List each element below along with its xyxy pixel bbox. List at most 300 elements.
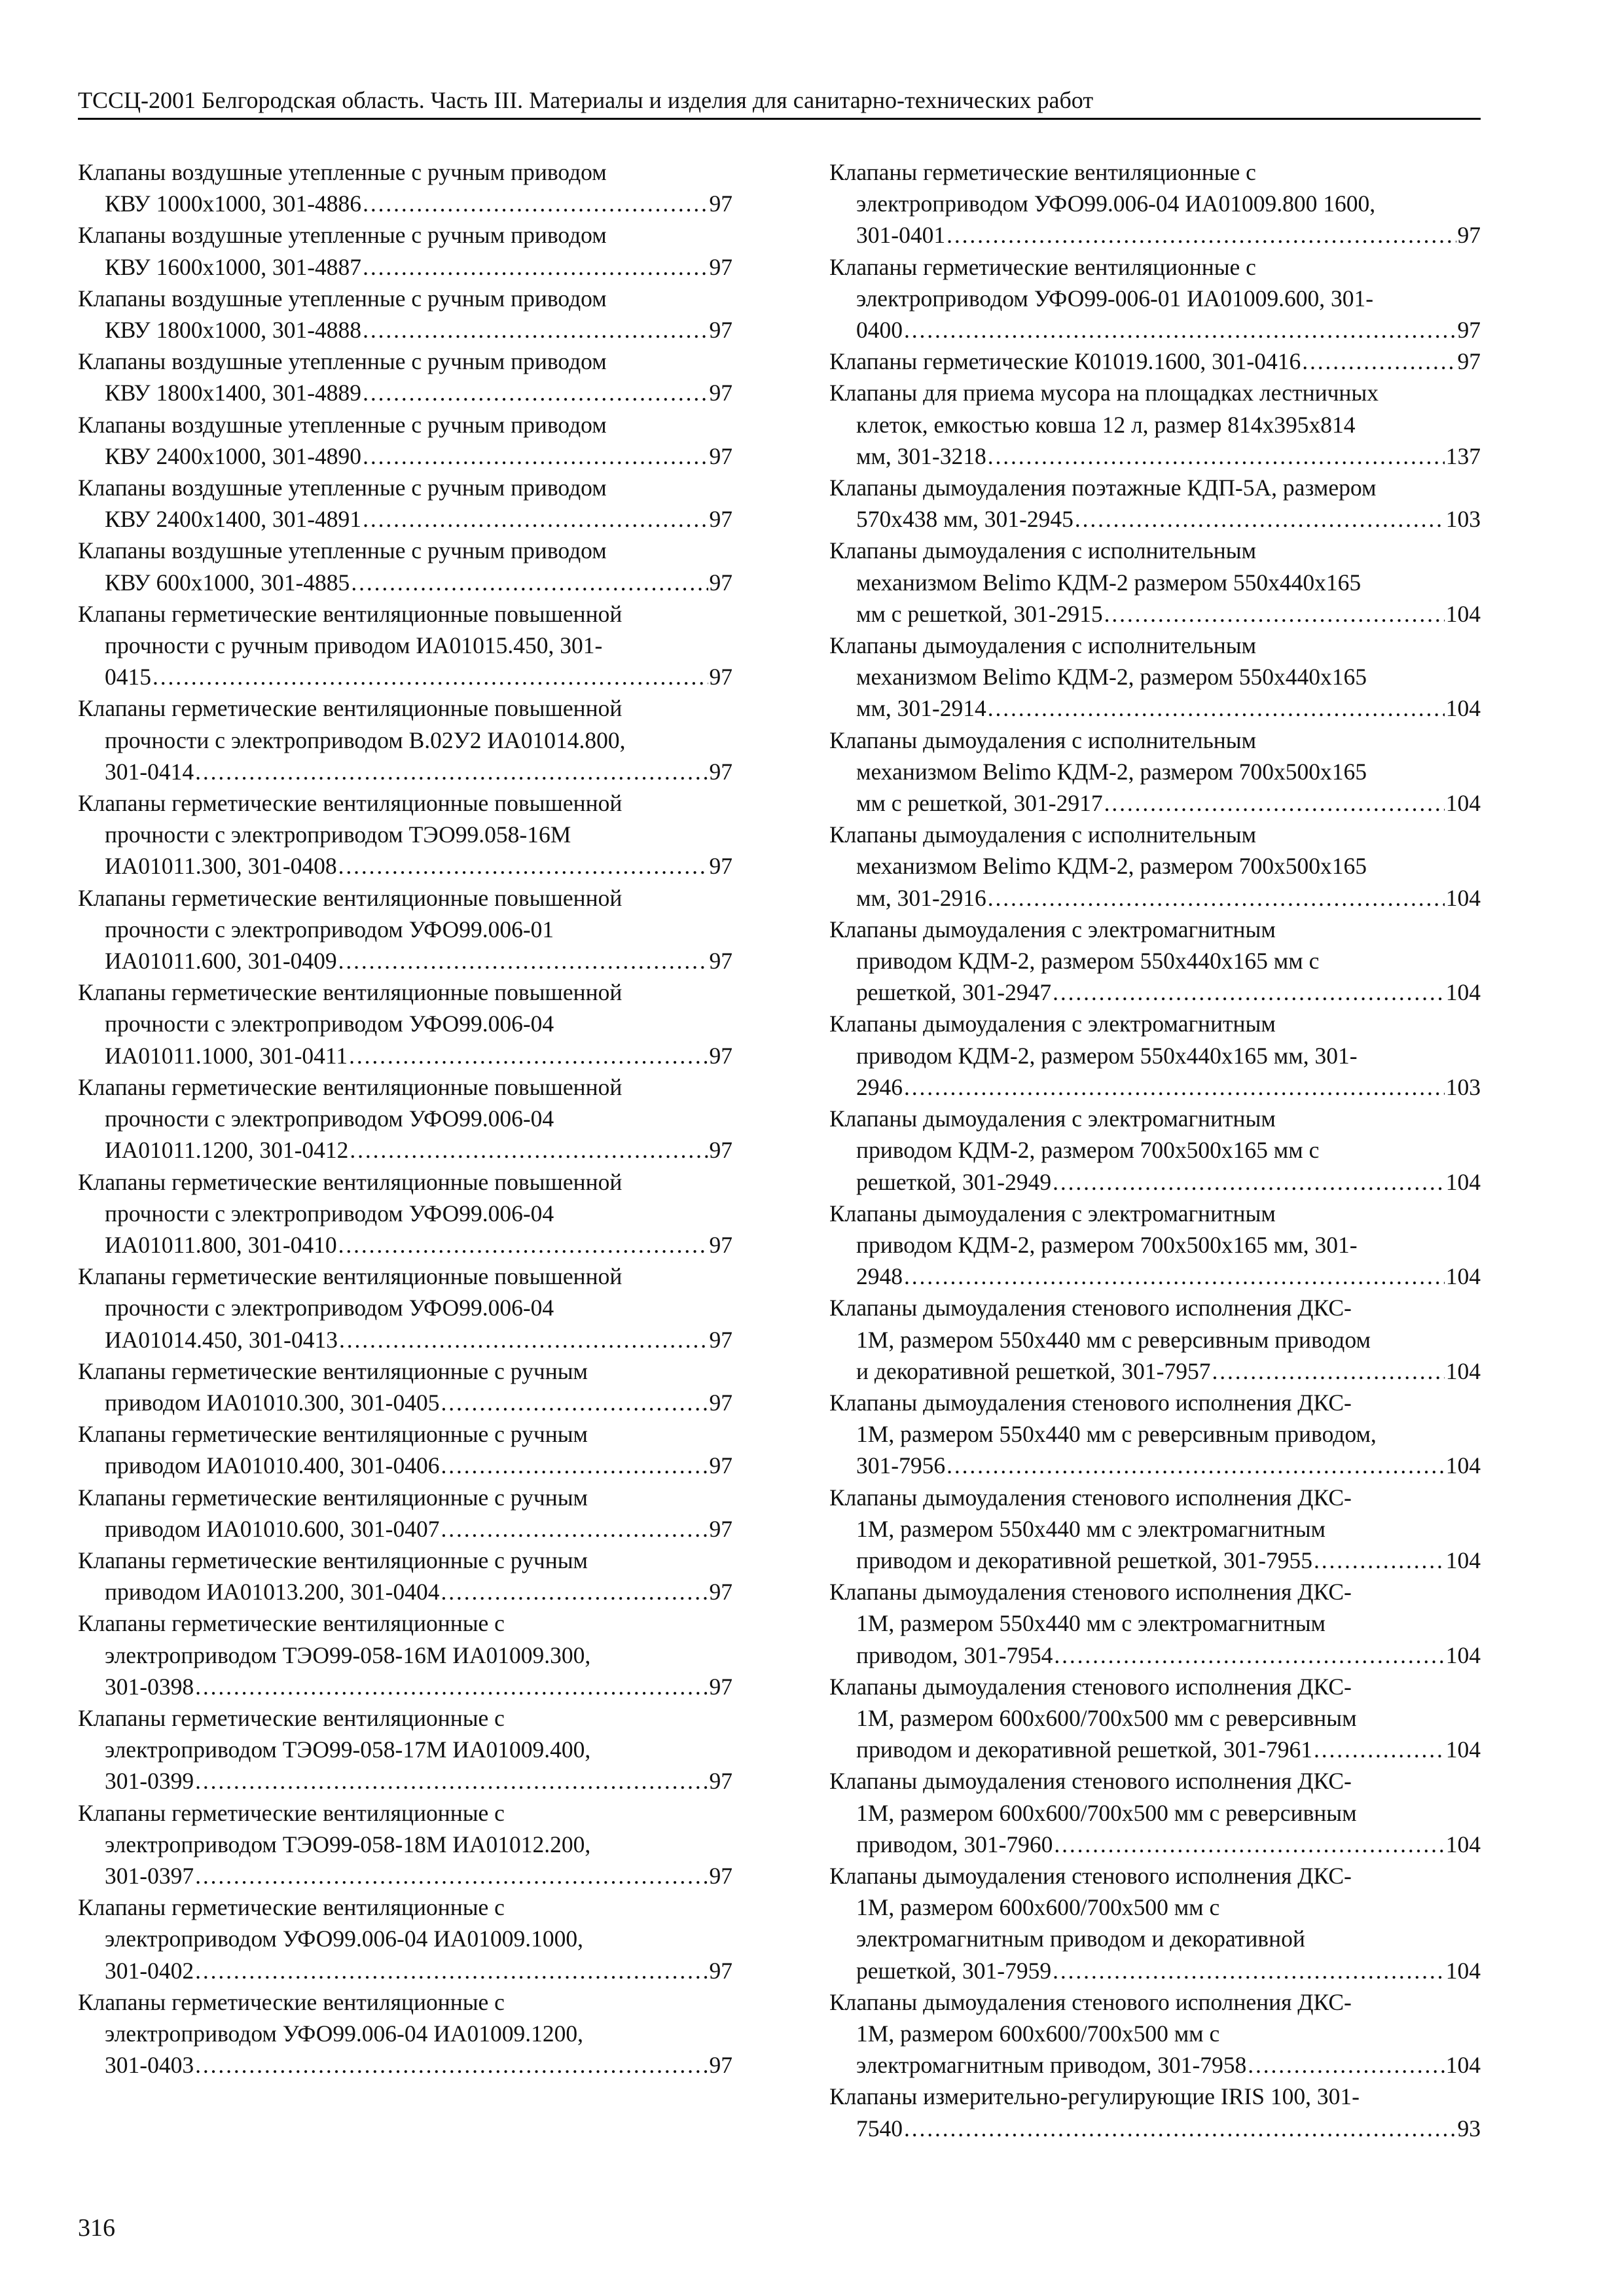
entry-text-line: клеток, емкостью ковша 12 л, размер 814x395x814 [856, 411, 1356, 438]
dot-leader [441, 1513, 708, 1545]
index-entry [78, 472, 732, 535]
entry-text-line: Клапаны герметические вентиляционные с [78, 1704, 505, 1731]
index-entry [78, 787, 732, 882]
entry-text-line: Клапаны герметические вентиляционные с ручным [78, 1547, 588, 1573]
entry-text-line: электроприводом ТЭО99-058-16М ИА01009.300, [105, 1641, 591, 1668]
entry-text-line: и декоративной решеткой, 301-7957 [856, 1357, 1211, 1384]
dot-leader [1212, 1355, 1445, 1387]
entry-text-line: Клапаны герметические вентиляционные повышенной [78, 1168, 623, 1195]
entry-page-number: 97 [709, 1389, 732, 1416]
entry-text-line: прочности с ручным приводом ИА01015.450, 301- [105, 632, 603, 659]
entry-last-line [78, 1765, 732, 1797]
entry-text-line: приводом, 301-7954 [856, 1641, 1053, 1668]
entry-text-line: электроприводом УФО99-006-01 ИА01009.600, 301- [856, 285, 1374, 312]
entry-text-line: Клапаны герметические вентиляционные с [78, 1894, 505, 1921]
entry-text-line: ИА01011.600, 301-0409 [105, 948, 337, 975]
entry-text-line: Клапаны воздушные утепленные с ручным приводом [78, 348, 607, 375]
entry-last-line [78, 756, 732, 787]
entry-text-line: Клапаны герметические К01019.1600, 301-0416 [829, 348, 1301, 375]
entry-page-number: 104 [1445, 695, 1481, 722]
entry-page-number: 104 [1445, 1957, 1481, 1984]
entry-page-number: 97 [709, 2052, 732, 2079]
dot-leader [195, 1671, 708, 1702]
entry-text-line: механизмом Belimo КДМ-2, размером 550x440x165 [856, 664, 1367, 691]
entry-text-line: КВУ 2400x1000, 301-4890 [105, 442, 362, 469]
entry-text-line: электроприводом УФО99.006-04 ИА01009.1200, [105, 2020, 583, 2047]
index-entry [829, 1860, 1481, 1986]
entry-page-number: 137 [1445, 442, 1481, 469]
dot-leader [1248, 2049, 1444, 2081]
entry-text-line: приводом и декоративной решеткой, 301-7955 [856, 1547, 1312, 1573]
index-entry [78, 535, 732, 598]
dot-leader [351, 567, 708, 598]
entry-page-number: 104 [1445, 884, 1481, 911]
entry-last-line [78, 1513, 732, 1545]
entry-last-line [78, 1576, 732, 1607]
entry-last-line [829, 977, 1481, 1008]
entry-text-line: 301-0399 [105, 1768, 194, 1795]
entry-text-line: Клапаны герметические вентиляционные повышенной [78, 600, 623, 627]
dot-leader [1053, 1166, 1445, 1198]
entry-text-line: механизмом Belimo КДМ-2, размером 700x500x165 [856, 758, 1367, 785]
entry-text-line: Клапаны дымоудаления стенового исполнения ДКС- [829, 1389, 1352, 1416]
entry-page-number: 97 [709, 1452, 732, 1479]
entry-text-line: Клапаны герметические вентиляционные с [78, 1610, 505, 1637]
entry-text-line: 1М, размером 550x440 мм с реверсивным приводом [856, 1326, 1371, 1353]
dot-leader [363, 188, 708, 219]
entry-text-line: мм, 301-3218 [856, 442, 986, 469]
index-entry [829, 377, 1481, 472]
index-entry [829, 819, 1481, 914]
entry-text-line: Клапаны герметические вентиляционные с [78, 1988, 505, 2015]
entry-page-number: 97 [709, 1862, 732, 1889]
entry-text-line: Клапаны воздушные утепленные с ручным приводом [78, 222, 607, 249]
dot-leader [988, 882, 1445, 914]
entry-text-line: Клапаны дымоудаления с исполнительным [829, 821, 1257, 848]
entry-text-line: Клапаны воздушные утепленные с ручным приводом [78, 537, 607, 564]
entry-text-line: механизмом Belimo КДМ-2, размером 700x500x165 [856, 853, 1367, 880]
entry-text-line: 2948 [856, 1263, 903, 1290]
entry-text-line: приводом КДМ-2, размером 700x500x165 мм с [856, 1137, 1320, 1164]
entry-last-line [829, 787, 1481, 819]
dot-leader [349, 1040, 708, 1071]
entry-text-line: Клапаны герметические вентиляционные повышенной [78, 1073, 623, 1100]
entry-text-line: КВУ 1600x1000, 301-4887 [105, 253, 362, 280]
entry-text-line: прочности с электроприводом УФО99.006-04 [105, 1011, 554, 1037]
dot-leader [1314, 1545, 1445, 1576]
entry-text-line: прочности с электроприводом ТЭО99.058-16М [105, 821, 571, 848]
entry-text-line: ИА01011.800, 301-0410 [105, 1231, 337, 1258]
entry-text-line: 301-0414 [105, 758, 194, 785]
entry-text-line: приводом ИА01010.300, 301-0405 [105, 1389, 440, 1416]
dot-leader [988, 440, 1445, 472]
dot-leader [1104, 598, 1445, 630]
dot-leader [904, 2113, 1456, 2144]
entry-page-number: 104 [1445, 1736, 1481, 1763]
entry-text-line: электромагнитным приводом, 301-7958 [856, 2052, 1247, 2079]
entry-last-line [829, 1955, 1481, 1986]
index-entry [829, 1482, 1481, 1577]
index-entry [78, 692, 732, 787]
entry-text-line: мм с решеткой, 301-2915 [856, 600, 1103, 627]
entry-text-line: Клапаны дымоудаления с электромагнитным [829, 1011, 1276, 1037]
running-header: ТССЦ-2001 Белгородская область. Часть III. Материалы и изделия для санитарно-технических работ [78, 87, 1094, 113]
entry-text-line: КВУ 2400x1400, 301-4891 [105, 506, 362, 533]
index-entry [829, 1671, 1481, 1766]
entry-page-number: 97 [709, 569, 732, 596]
index-entry [78, 409, 732, 472]
entry-page-number: 97 [709, 442, 732, 469]
dot-leader [904, 1071, 1445, 1103]
entry-text-line: 570x438 мм, 301-2945 [856, 506, 1074, 533]
entry-text-line: 301-0397 [105, 1862, 194, 1889]
entry-page-number: 104 [1445, 1452, 1481, 1479]
entry-last-line [829, 346, 1481, 377]
index-entry [829, 156, 1481, 251]
entry-text-line: 1М, размером 600x600/700x500 мм с реверсивным [856, 1704, 1357, 1731]
index-entry [78, 1418, 732, 1481]
entry-last-line [829, 598, 1481, 630]
index-entry [78, 346, 732, 408]
entry-text-line: Клапаны воздушные утепленные с ручным приводом [78, 285, 607, 312]
entry-text-line: приводом, 301-7960 [856, 1831, 1053, 1857]
dot-leader [1314, 1734, 1445, 1765]
entry-last-line [78, 2049, 732, 2081]
entry-page-number: 104 [1445, 1168, 1481, 1195]
entry-last-line [829, 1734, 1481, 1765]
entry-page-number: 97 [709, 758, 732, 785]
entry-text-line: КВУ 600x1000, 301-4885 [105, 569, 350, 596]
entry-text-line: КВУ 1800x1000, 301-4888 [105, 317, 362, 344]
dot-leader [988, 692, 1445, 724]
dot-leader [363, 503, 708, 535]
entry-text-line: ИА01014.450, 301-0413 [105, 1326, 338, 1353]
entry-last-line [78, 1860, 732, 1892]
entry-last-line [78, 377, 732, 408]
index-entry [829, 630, 1481, 725]
entry-last-line [78, 251, 732, 283]
index-entry [829, 725, 1481, 819]
index-entry [829, 1292, 1481, 1387]
entry-last-line [829, 1450, 1481, 1481]
index-entry [829, 1387, 1481, 1482]
dot-leader [1075, 503, 1445, 535]
index-entry [78, 1702, 732, 1797]
entry-text-line: Клапаны дымоудаления с электромагнитным [829, 1105, 1276, 1132]
entry-page-number: 104 [1445, 1641, 1481, 1668]
entry-text-line: прочности с электроприводом В.02У2 ИА01014.800, [105, 726, 626, 753]
entry-text-line: 301-0403 [105, 2052, 194, 2079]
index-entry [78, 1482, 732, 1545]
entry-page-number: 97 [709, 1137, 732, 1164]
entry-text-line: 7540 [856, 2115, 903, 2142]
index-entry [829, 1198, 1481, 1293]
entry-last-line [829, 882, 1481, 914]
index-entry [829, 1986, 1481, 2081]
index-entry [829, 251, 1481, 346]
entry-last-line [829, 1355, 1481, 1387]
entry-text-line: 2946 [856, 1073, 903, 1100]
entry-text-line: электроприводом УФО99.006-04 ИА01009.1000, [105, 1926, 583, 1952]
entry-text-line: Клапаны дымоудаления стенового исполнения ДКС- [829, 1673, 1352, 1700]
entry-last-line [78, 567, 732, 598]
dot-leader [363, 251, 708, 283]
entry-text-line: Клапаны герметические вентиляционные повышенной [78, 790, 623, 817]
dot-leader [363, 440, 708, 472]
entry-page-number: 104 [1445, 600, 1481, 627]
entry-last-line [829, 2049, 1481, 2081]
entry-text-line: Клапаны герметические вентиляционные повышенной [78, 979, 623, 1006]
dot-leader [1054, 1829, 1444, 1860]
entry-text-line: КВУ 1000x1000, 301-4886 [105, 190, 362, 217]
entry-text-line: КВУ 1800x1400, 301-4889 [105, 380, 362, 406]
entry-text-line: Клапаны дымоудаления стенового исполнения ДКС- [829, 1862, 1352, 1889]
entry-text-line: решеткой, 301-7959 [856, 1957, 1052, 1984]
entry-text-line: Клапаны герметические вентиляционные с [829, 159, 1256, 185]
entry-text-line: 1М, размером 550x440 мм с электромагнитным [856, 1610, 1326, 1637]
entry-text-line: 301-7956 [856, 1452, 946, 1479]
index-entry [78, 156, 732, 219]
dot-leader [1053, 977, 1445, 1008]
entry-page-number: 104 [1445, 2052, 1481, 2079]
entry-last-line [78, 850, 732, 882]
index-entry [829, 1765, 1481, 1860]
entry-page-number: 104 [1445, 790, 1481, 817]
entry-page-number: 97 [709, 1042, 732, 1069]
index-entry [78, 1986, 732, 2081]
index-entry [78, 1892, 732, 1986]
entry-last-line [78, 1040, 732, 1071]
index-entry [78, 1261, 732, 1355]
entry-text-line: Клапаны герметические вентиляционные с ручным [78, 1484, 588, 1511]
header-rule [78, 118, 1481, 120]
index-entry [829, 535, 1481, 630]
index-entry [829, 346, 1481, 377]
entry-text-line: Клапаны воздушные утепленные с ручным приводом [78, 159, 607, 185]
entry-text-line: мм, 301-2914 [856, 695, 986, 722]
entry-page-number: 97 [709, 317, 732, 344]
dot-leader [1104, 787, 1445, 819]
entry-page-number: 103 [1445, 506, 1481, 533]
entry-text-line: Клапаны герметические вентиляционные повышенной [78, 695, 623, 722]
entry-text-line: Клапаны дымоудаления с исполнительным [829, 537, 1257, 564]
entry-last-line [829, 692, 1481, 724]
dot-leader [338, 1229, 708, 1261]
page-number: 316 [78, 2214, 115, 2242]
dot-leader [350, 1134, 708, 1166]
entry-last-line [78, 1324, 732, 1355]
entry-last-line [78, 1134, 732, 1166]
entry-text-line: Клапаны дымоудаления стенового исполнения ДКС- [829, 1295, 1352, 1321]
entry-page-number: 97 [709, 1515, 732, 1542]
dot-leader [339, 1324, 708, 1355]
entry-text-line: 1М, размером 600x600/700x500 мм с [856, 2020, 1220, 2047]
dot-leader [338, 945, 708, 977]
entry-text-line: приводом КДМ-2, размером 550x440x165 мм, 301- [856, 1042, 1358, 1069]
entry-text-line: механизмом Belimo КДМ-2 размером 550x440x165 [856, 569, 1362, 596]
entry-text-line: Клапаны герметические вентиляционные повышенной [78, 884, 623, 911]
entry-last-line [78, 314, 732, 346]
entry-text-line: электроприводом ТЭО99-058-17М ИА01009.400, [105, 1736, 591, 1763]
index-entry [829, 1576, 1481, 1671]
dot-leader [904, 1261, 1445, 1292]
entry-page-number: 97 [709, 1579, 732, 1605]
entry-text-line: мм, 301-2916 [856, 884, 986, 911]
dot-leader [195, 1955, 708, 1986]
entry-page-number: 97 [709, 253, 732, 280]
entry-text-line: 1М, размером 600x600/700x500 мм с реверсивным [856, 1799, 1357, 1826]
entry-page-number: 97 [709, 506, 732, 533]
dot-leader [1053, 1955, 1445, 1986]
entry-text-line: ИА01011.1200, 301-0412 [105, 1137, 349, 1164]
entry-text-line: 1М, размером 550x440 мм с реверсивным приводом, [856, 1421, 1377, 1448]
entry-text-line: приводом ИА01010.400, 301-0406 [105, 1452, 440, 1479]
entry-text-line: 0400 [856, 317, 903, 344]
dot-leader [195, 756, 708, 787]
entry-text-line: Клапаны дымоудаления с исполнительным [829, 632, 1257, 659]
entry-text-line: Клапаны герметические вентиляционные с [78, 1799, 505, 1826]
entry-text-line: Клапаны герметические вентиляционные повышенной [78, 1263, 623, 1290]
dot-leader [1302, 346, 1456, 377]
entry-text-line: Клапаны дымоудаления стенового исполнения ДКС- [829, 1579, 1352, 1605]
dot-leader [195, 2049, 708, 2081]
entry-page-number: 97 [1457, 222, 1481, 249]
entry-page-number: 97 [709, 853, 732, 880]
index-entry [829, 1008, 1481, 1103]
entry-last-line [829, 440, 1481, 472]
entry-page-number: 97 [1457, 348, 1481, 375]
entry-page-number: 97 [709, 190, 732, 217]
entry-last-line [829, 1545, 1481, 1576]
entry-page-number: 97 [709, 948, 732, 975]
entry-text-line: 1М, размером 600x600/700x500 мм с [856, 1894, 1220, 1921]
entry-text-line: приводом и декоративной решеткой, 301-7961 [856, 1736, 1312, 1763]
index-entry [829, 472, 1481, 535]
entry-page-number: 97 [709, 380, 732, 406]
entry-text-line: прочности с электроприводом УФО99.006-01 [105, 916, 554, 942]
entry-page-number: 97 [709, 1957, 732, 1984]
left-column [78, 156, 732, 2081]
index-entry [78, 1545, 732, 1607]
entry-last-line [829, 1071, 1481, 1103]
entry-text-line: приводом КДМ-2, размером 550x440x165 мм с [856, 948, 1320, 975]
dot-leader [947, 219, 1456, 251]
entry-page-number: 97 [709, 1673, 732, 1700]
entry-last-line [78, 1387, 732, 1418]
entry-last-line [829, 1166, 1481, 1198]
entry-last-line [829, 1261, 1481, 1292]
dot-leader [195, 1765, 708, 1797]
entry-text-line: Клапаны дымоудаления поэтажные КДП-5А, размером [829, 475, 1377, 501]
entry-last-line [829, 1640, 1481, 1671]
dot-leader [153, 661, 708, 692]
entry-text-line: Клапаны дымоудаления стенового исполнения ДКС- [829, 1768, 1352, 1795]
index-entry [78, 219, 732, 282]
entry-text-line: Клапаны дымоудаления стенового исполнения ДКС- [829, 1988, 1352, 2015]
entry-text-line: Клапаны герметические вентиляционные с ручным [78, 1357, 588, 1384]
entry-text-line: Клапаны дымоудаления с электромагнитным [829, 1200, 1276, 1227]
entry-text-line: Клапаны для приема мусора на площадках лестничных [829, 380, 1379, 406]
entry-text-line: прочности с электроприводом УФО99.006-04 [105, 1200, 554, 1227]
index-entry [78, 1355, 732, 1418]
index-entry [78, 1797, 732, 1892]
entry-last-line [78, 1671, 732, 1702]
entry-text-line: 1М, размером 550x440 мм с электромагнитным [856, 1515, 1326, 1542]
index-entry [78, 882, 732, 977]
index-entry [78, 1071, 732, 1166]
entry-text-line: 301-0402 [105, 1957, 194, 1984]
entry-last-line [829, 314, 1481, 346]
entry-text-line: Клапаны измерительно-регулирующие IRIS 100, 301- [829, 2083, 1360, 2110]
entry-text-line: решеткой, 301-2947 [856, 979, 1052, 1006]
index-entry [78, 1607, 732, 1702]
index-entry [78, 977, 732, 1071]
dot-leader [441, 1450, 708, 1481]
entry-page-number: 97 [709, 664, 732, 691]
dot-leader [441, 1576, 708, 1607]
entry-last-line [78, 503, 732, 535]
entry-text-line: решеткой, 301-2949 [856, 1168, 1052, 1195]
entry-text-line: ИА01011.300, 301-0408 [105, 853, 337, 880]
dot-leader [195, 1860, 708, 1892]
entry-last-line [78, 440, 732, 472]
dot-leader [363, 314, 708, 346]
entry-page-number: 93 [1457, 2115, 1481, 2142]
index-entry [78, 1166, 732, 1261]
entry-text-line: 0415 [105, 664, 151, 691]
entry-text-line: электроприводом УФО99.006-04 ИА01009.800 1600, [856, 190, 1376, 217]
entry-text-line: мм с решеткой, 301-2917 [856, 790, 1103, 817]
entry-text-line: приводом ИА01013.200, 301-0404 [105, 1579, 440, 1605]
entry-text-line: ИА01011.1000, 301-0411 [105, 1042, 348, 1069]
entry-last-line [829, 219, 1481, 251]
entry-page-number: 104 [1445, 1263, 1481, 1290]
entry-last-line [78, 945, 732, 977]
dot-leader [1054, 1640, 1444, 1671]
entry-last-line [78, 1450, 732, 1481]
right-column [829, 156, 1481, 2144]
entry-last-line [829, 503, 1481, 535]
entry-text-line: Клапаны воздушные утепленные с ручным приводом [78, 475, 607, 501]
entry-page-number: 97 [709, 1231, 732, 1258]
entry-last-line [78, 1229, 732, 1261]
dot-leader [904, 314, 1456, 346]
entry-text-line: приводом КДМ-2, размером 700x500x165 мм, 301- [856, 1231, 1358, 1258]
entry-text-line: Клапаны дымоудаления с электромагнитным [829, 916, 1276, 942]
entry-text-line: электромагнитным приводом и декоративной [856, 1926, 1305, 1952]
dot-leader [363, 377, 708, 408]
entry-text-line: приводом ИА01010.600, 301-0407 [105, 1515, 440, 1542]
dot-leader [338, 850, 708, 882]
index-entry [829, 914, 1481, 1009]
entry-page-number: 97 [709, 1768, 732, 1795]
entry-text-line: электроприводом ТЭО99-058-18М ИА01012.200, [105, 1831, 591, 1857]
index-entry [829, 1103, 1481, 1198]
entry-page-number: 104 [1445, 1547, 1481, 1573]
entry-text-line: прочности с электроприводом УФО99.006-04 [105, 1295, 554, 1321]
index-entry [78, 598, 732, 693]
entry-text-line: Клапаны воздушные утепленные с ручным приводом [78, 411, 607, 438]
entry-text-line: прочности с электроприводом УФО99.006-04 [105, 1105, 554, 1132]
entry-page-number: 104 [1445, 1831, 1481, 1857]
entry-last-line [78, 1955, 732, 1986]
entry-text-line: Клапаны дымоудаления с исполнительным [829, 726, 1257, 753]
entry-text-line: Клапаны дымоудаления стенового исполнения ДКС- [829, 1484, 1352, 1511]
entry-page-number: 104 [1445, 1357, 1481, 1384]
entry-page-number: 103 [1445, 1073, 1481, 1100]
entry-text-line: Клапаны герметические вентиляционные с ручным [78, 1421, 588, 1448]
entry-text-line: Клапаны герметические вентиляционные с [829, 253, 1256, 280]
